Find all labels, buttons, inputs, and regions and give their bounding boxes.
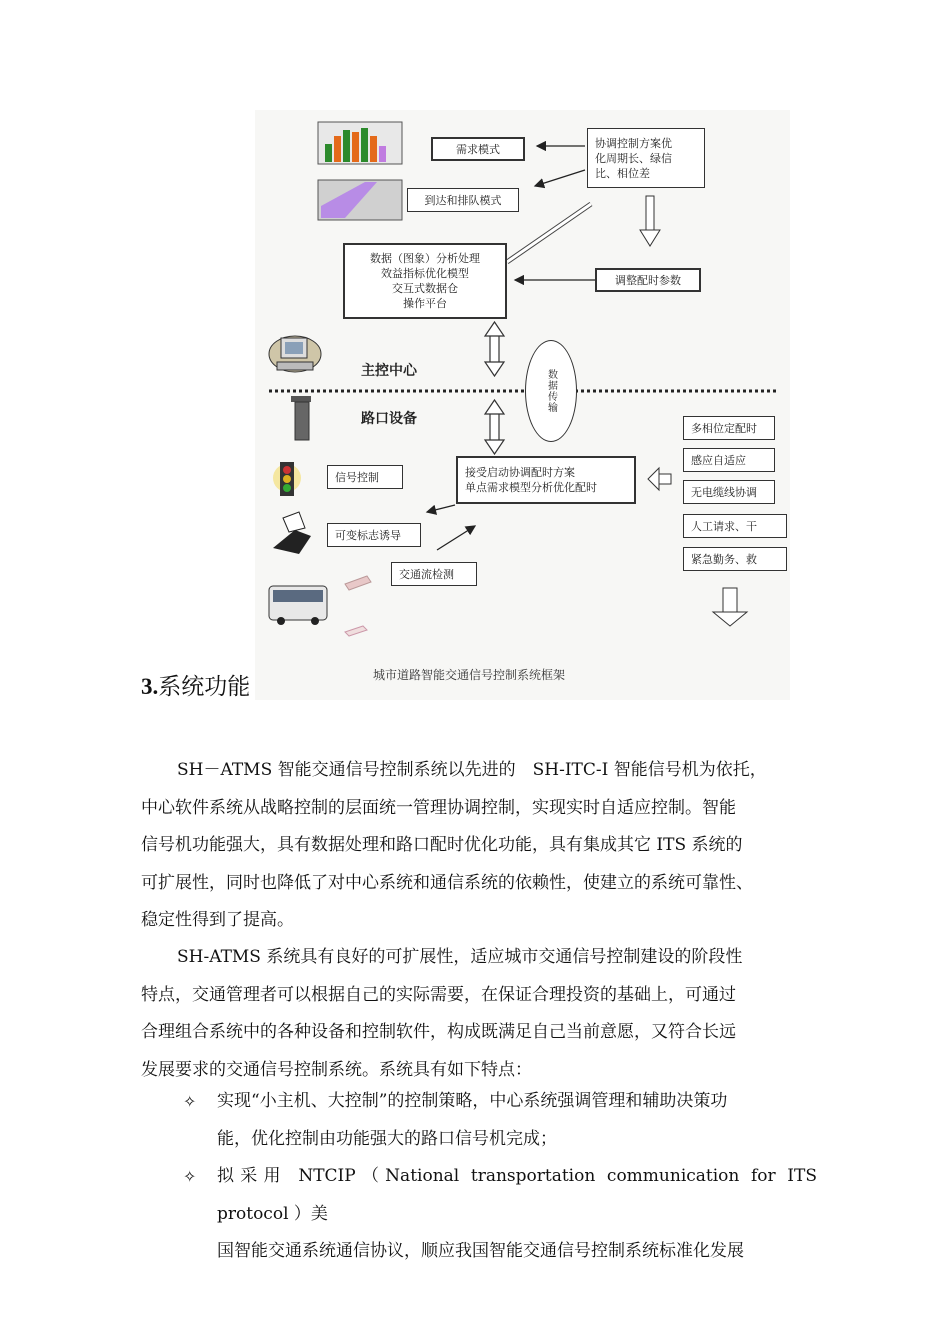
manual-request-box: 人工请求、干 — [683, 514, 787, 538]
p1-line-1: SH－ATMS 智能交通信号控制系统以先进的 SH-ITC-I 智能信号机为依托， — [177, 760, 767, 780]
bar-chart-thumbnail — [318, 122, 402, 164]
demand-mode-box: 需求模式 — [431, 137, 525, 161]
bullet-2-line-1: 拟采用 NTCIP（National transportation communication for ITS protocol ）美 — [217, 1166, 817, 1224]
data-analysis-box: 数据（图象）分析处理 效益指标优化模型 交互式数据仓 操作平台 — [343, 243, 507, 319]
main-control-center-label: 主控中心 — [361, 363, 417, 379]
coordination-plan-box: 协调控制方案优 化周期长、绿信 比、相位差 — [587, 128, 705, 188]
traffic-light-icon — [273, 462, 301, 496]
intersection-equipment-label: 路口设备 — [361, 411, 417, 427]
bullet-1-line-2: 能，优化控制由功能强大的路口信号机完成； — [217, 1128, 557, 1149]
bullet-item-2 — [183, 1158, 817, 1271]
p1-line-2: 中心软件系统从战略控制的层面统一管理协调控制，实现实时自适应控制。智能 — [141, 797, 736, 818]
diagram-graphics — [255, 110, 790, 700]
p2-line-4: 发展要求的交通信号控制系统。系统具有如下特点： — [141, 1059, 532, 1080]
figure-caption: 城市道路智能交通信号控制系统框架 — [373, 668, 566, 682]
signal-control-box: 信号控制 — [327, 465, 403, 489]
traffic-flow-detection-box: 交通流检测 — [391, 562, 477, 586]
diamond-bullet-icon: ✧ — [183, 1167, 197, 1186]
cableless-coordination-box: 无电缆线协调 — [683, 480, 775, 504]
p1-line-4: 可扩展性，同时也降低了对中心系统和通信系统的依赖性，使建立的系统可靠性、 — [141, 872, 753, 893]
data-transfer-ellipse: 数据传输 — [525, 340, 577, 442]
signal-cabinet-icon — [291, 396, 311, 440]
section-number: 3. — [141, 674, 159, 699]
variable-sign-icon — [273, 512, 311, 554]
bullet-2-line-2: 国智能交通系统通信协议，顺应我国智能交通信号控制系统标准化发展 — [217, 1241, 744, 1261]
queue-chart-thumbnail — [318, 180, 402, 220]
section-title: 系统功能 — [158, 674, 251, 700]
actuated-adaptive-box: 感应自适应 — [683, 448, 775, 472]
p1-line-3: 信号机功能强大，具有数据处理和路口配时优化功能，具有集成其它 ITS 系统的 — [141, 835, 743, 855]
system-framework-diagram — [255, 110, 790, 700]
bullet-1-line-1: 实现“小主机、大控制”的控制策略，中心系统强调管理和辅助决策功 — [217, 1091, 728, 1111]
paragraph-1 — [141, 752, 817, 940]
receive-coordination-plan-box: 接受启动协调配时方案 单点需求模型分析优化配时 — [456, 456, 636, 504]
variable-sign-guidance-box: 可变标志诱导 — [327, 523, 421, 547]
multi-phase-fixed-timing-box: 多相位定配时 — [683, 416, 775, 440]
adjust-timing-params-box: 调整配时参数 — [595, 268, 701, 292]
p2-line-1: SH-ATMS 系统具有良好的可扩展性，适应城市交通信号控制建设的阶段性 — [177, 947, 743, 967]
diamond-bullet-icon: ✧ — [183, 1092, 197, 1111]
paragraph-2 — [141, 939, 817, 1089]
section-heading — [141, 668, 250, 701]
bullet-item-1 — [183, 1083, 817, 1158]
p2-line-3: 合理组合系统中的各种设备和控制软件，构成既满足自己当前意愿，又符合长远 — [141, 1022, 736, 1042]
bus-icon — [269, 586, 327, 625]
p1-line-5: 稳定性得到了提高。 — [141, 910, 294, 930]
p2-line-2: 特点，交通管理者可以根据自己的实际需要，在保证合理投资的基础上，可通过 — [141, 984, 736, 1005]
arrival-queue-mode-box: 到达和排队模式 — [407, 188, 519, 212]
computer-icon — [269, 336, 321, 372]
emergency-service-box: 紧急勤务、救 — [683, 547, 787, 571]
